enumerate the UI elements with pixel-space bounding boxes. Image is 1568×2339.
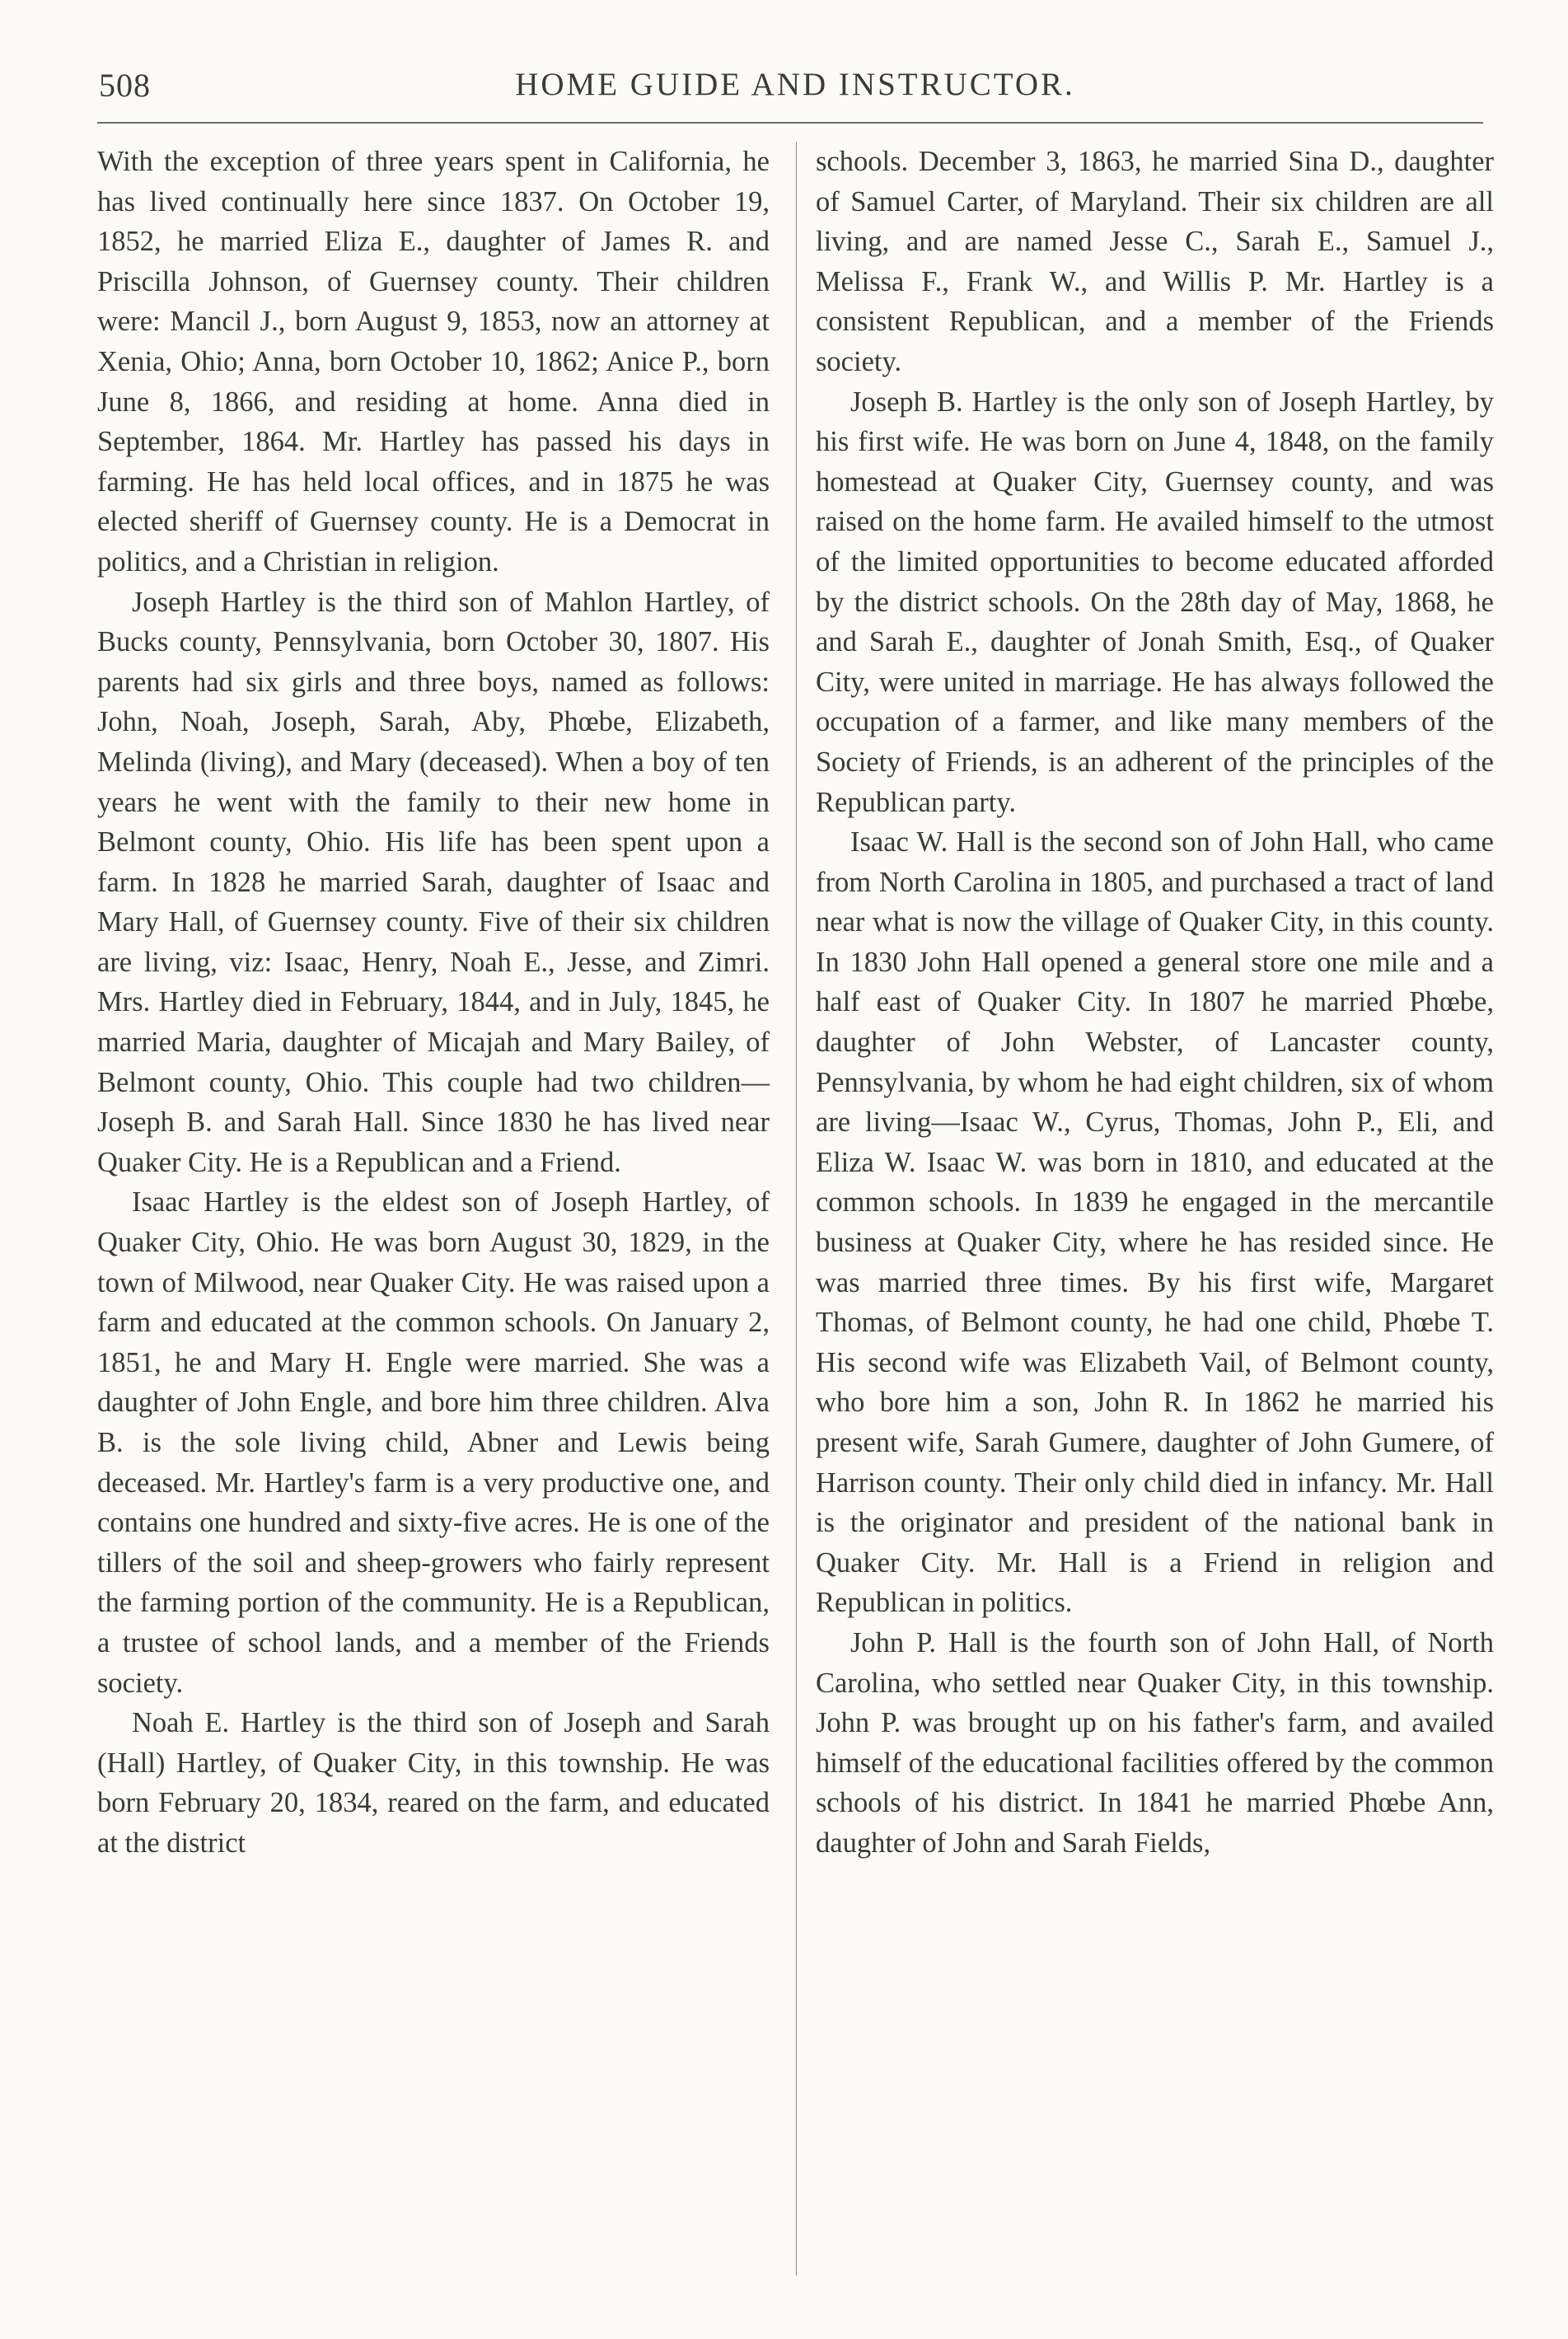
left-paragraph-continuation: With the exception of three years spent in California, he has lived continually here since 1837. On October 19, 1852, he married Eliza E., daughter of James R. and Priscilla Johnson, of Guernsey county. Their children were: Mancil J., born August 9, 1853, now an attorney at Xenia, Ohio; Anna, born October 10, 1862; Anice P., born June 8, 1866, and residing at home. Anna died in September, 1864. Mr. Hartley has passed his days in farming. He has held local offices, and in 1875 he was elected sheriff of Guernsey county. He is a Democrat in politics, and a Christian in religion. [97,146,770,578]
left-column [97,142,770,1864]
left-paragraph-noah-hartley: Noah E. Hartley is the third son of Joseph and Sarah (Hall) Hartley, of Quaker City, in this township. He was born February 20, 1834, reared on the farm, and educated at the district [97,1707,770,1859]
page-number: 508 [99,67,151,104]
page-header [99,51,1491,117]
right-paragraph-isaac-w-hall: Isaac W. Hall is the second son of John Hall, who came from North Carolina in 1805, and purchased a tract of land near what is now the village of Quaker City, in this county. In 1830 John Hall opened a general store one mile and a half east of Quaker City. In 1807 he married Phœbe, daughter of John Webster, of Lancaster county, Pennsylvania, by whom he had eight children, six of whom are living—Isaac W., Cyrus, Thomas, John P., Eli, and Eliza W. Isaac W. was born in 1810, and educated at the common schools. In 1839 he engaged in the mercantile business at Quaker City, where he has resided since. He was married three times. By his first wife, Margaret Thomas, of Belmont county, he had one child, Phœbe T. His second wife was Elizabeth Vail, of Belmont county, who bore him a son, John R. In 1862 he married his present wife, Sarah Gumere, daughter of John Gumere, of Harrison county. Their only child died in infancy. Mr. Hall is the originator and president of the national bank in Quaker City. Mr. Hall is a Friend in religion and Republican in politics. [816,826,1494,1619]
running-head-title: HOME GUIDE AND INSTRUCTOR. [515,67,1075,102]
left-paragraph-joseph-hartley: Joseph Hartley is the third son of Mahlon Hartley, of Bucks county, Pennsylvania, born October 30, 1807. His parents had six girls and three boys, named as follows: John, Noah, Joseph, Sarah, Aby, Phœbe, Elizabeth, Melinda (living), and Mary (deceased). When a boy of ten years he went with the family to their new home in Belmont county, Ohio. His life has been spent upon a farm. In 1828 he married Sarah, daughter of Isaac and Mary Hall, of Guernsey county. Five of their six children are living, viz: Isaac, Henry, Noah E., Jesse, and Zimri. Mrs. Hartley died in February, 1844, and in July, 1845, he married Maria, daughter of Micajah and Mary Bailey, of Belmont county, Ohio. This couple had two children—Joseph B. and Sarah Hall. Since 1830 he has lived near Quaker City. He is a Republican and a Friend. [97,586,770,1178]
right-paragraph-john-p-hall: John P. Hall is the fourth son of John Hall, of North Carolina, who settled near Quaker City, in this township. John P. was brought up on his father's farm, and availed himself of the educational facilities offered by the common schools of his district. In 1841 he married Phœbe Ann, daughter of John and Sarah Fields, [816,1626,1494,1859]
right-paragraph-continuation: schools. December 3, 1863, he married Sina D., daughter of Samuel Carter, of Maryland. Their six children are all living, and are named Jesse C., Sarah E., Samuel J., Melissa F., Frank W., and Willis P. Mr. Hartley is a consistent Republican, and a member of the Friends society. [816,146,1494,377]
column-divider [796,142,797,2276]
right-column [816,142,1494,1864]
left-paragraph-isaac-hartley: Isaac Hartley is the eldest son of Joseph Hartley, of Quaker City, Ohio. He was born August 30, 1829, in the town of Milwood, near Quaker City. He was raised upon a farm and educated at the common schools. On January 2, 1851, he and Mary H. Engle were married. She was a daughter of John Engle, and bore him three children. Alva B. is the sole living child, Abner and Lewis being deceased. Mr. Hartley's farm is a very productive one, and contains one hundred and sixty-five acres. He is one of the tillers of the soil and sheep-growers who fairly represent the farming portion of the community. He is a Republican, a trustee of school lands, and a member of the Friends society. [97,1186,770,1699]
right-paragraph-joseph-b-hartley: Joseph B. Hartley is the only son of Joseph Hartley, by his first wife. He was born on June 4, 1848, on the family homestead at Quaker City, Guernsey county, and was raised on the home farm. He availed himself to the utmost of the limited opportunities to become educated afforded by the district schools. On the 28th day of May, 1868, he and Sarah E., daughter of Jonah Smith, Esq., of Quaker City, were united in marriage. He has always followed the occupation of a farmer, and like many members of the Society of Friends, is an adherent of the principles of the Republican party. [816,386,1494,818]
header-rule [97,122,1483,124]
